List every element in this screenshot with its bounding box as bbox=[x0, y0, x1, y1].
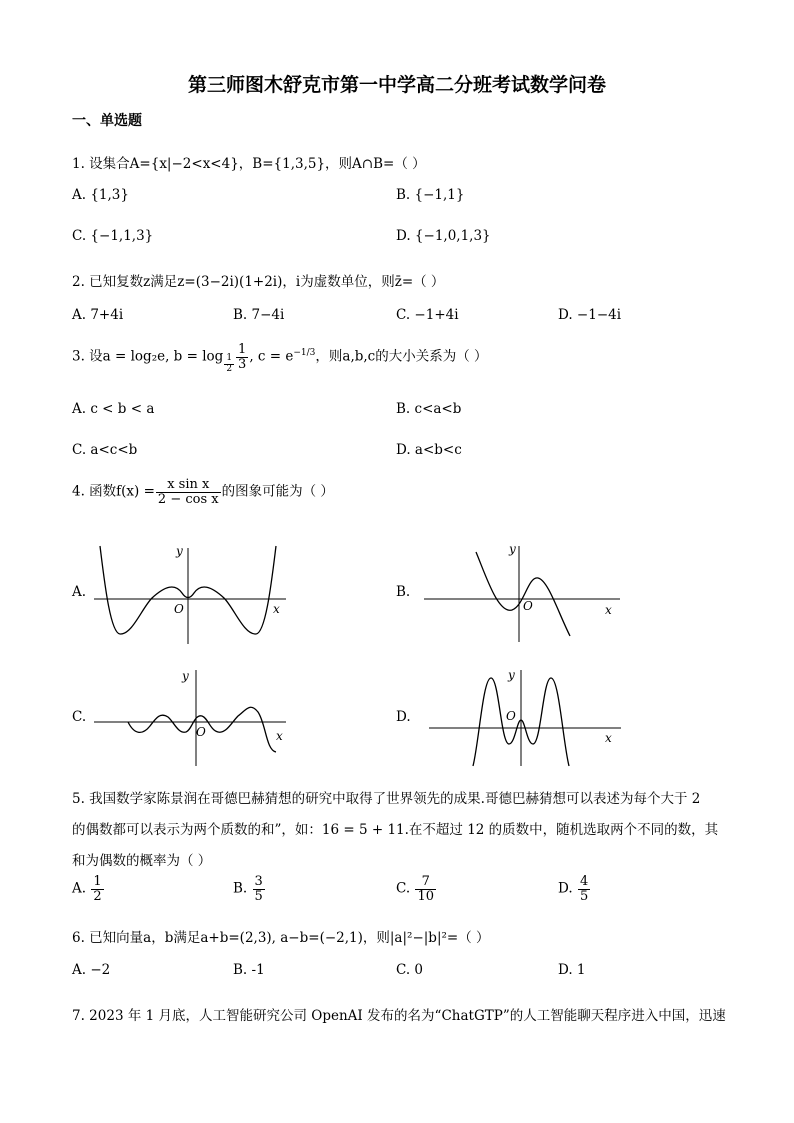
question-3-option-a: A. c < b < a bbox=[72, 401, 155, 417]
question-4-prefix: 4. 函数f(x) = bbox=[72, 483, 155, 500]
log-base-fraction: $\frac{1}{2}$ bbox=[226, 353, 233, 374]
question-5-line-1: 5. 我国数学家陈景润在哥德巴赫猜想的研究中取得了世界领先的成果.哥德巴赫猜想可以表述为每个大于 2 bbox=[72, 791, 701, 807]
question-6-option-c: C. 0 bbox=[396, 962, 424, 978]
x-axis-label: x bbox=[605, 603, 612, 617]
question-3-prefix: 3. 设a = log₂e, b = log bbox=[72, 348, 224, 365]
question-4-suffix: 的图象可能为（ ） bbox=[221, 483, 334, 500]
graph-a-label: A. bbox=[72, 584, 87, 600]
page-title: 第三师图木舒克市第一中学高二分班考试数学问卷 bbox=[187, 74, 606, 96]
question-5-line-3: 和为偶数的概率为（ ） bbox=[72, 853, 212, 869]
y-axis-label: y bbox=[508, 668, 515, 682]
question-5-option-d: D. $\frac{4}{5}$ bbox=[558, 874, 589, 904]
graph-a bbox=[90, 538, 290, 648]
question-3-option-c: C. a<c<b bbox=[72, 442, 138, 458]
origin-label: O bbox=[196, 725, 206, 739]
y-axis-label: y bbox=[509, 542, 516, 556]
graph-c-label: C. bbox=[72, 709, 87, 725]
question-2-stem: 2. 已知复数z满足z=(3−2i)(1+2i)，i为虚数单位，则z̄=（ ） bbox=[72, 274, 445, 290]
question-7-line-1: 7. 2023 年 1 月底，人工智能研究公司 OpenAI 发布的名为“ChatGTP”的人工智能聊天程序进入中国，迅速 bbox=[72, 1008, 726, 1024]
origin-label: O bbox=[174, 602, 184, 616]
x-axis-label: x bbox=[273, 602, 280, 616]
question-1-stem: 1. 设集合A={x|−2<x<4}，B={1,3,5}，则A∩B=（ ） bbox=[72, 156, 426, 172]
origin-label: O bbox=[506, 709, 516, 723]
graph-b bbox=[420, 538, 625, 648]
function-fraction: $\frac{\text{x sin x}}{\text{2 − cos x}}$ bbox=[157, 477, 219, 507]
question-3-suffix: ，则a,b,c的大小关系为（ ） bbox=[315, 348, 488, 365]
question-2-option-a: A. 7+4i bbox=[72, 307, 124, 323]
question-5-option-c: C. $\frac{7}{10}$ bbox=[396, 874, 434, 904]
origin-label: O bbox=[523, 599, 533, 613]
question-3-mid: , c = e bbox=[249, 348, 294, 365]
x-axis-label: x bbox=[276, 729, 283, 743]
question-1-option-b: B. {−1,1} bbox=[396, 187, 465, 203]
one-third-fraction: $\frac{1}{3}$ bbox=[238, 342, 247, 372]
y-axis-label: y bbox=[176, 544, 183, 558]
exponent: −1/3 bbox=[293, 348, 316, 359]
question-1-option-d: D. {−1,0,1,3} bbox=[396, 228, 491, 244]
y-axis-label: y bbox=[182, 669, 189, 683]
graph-c bbox=[90, 662, 290, 772]
question-6-option-b: B. -1 bbox=[233, 962, 265, 978]
question-1-option-a: A. {1,3} bbox=[72, 187, 129, 203]
question-6-stem: 6. 已知向量a，b满足a+b=(2,3), a−b=(−2,1)，则|a|²−|b|²=（ ） bbox=[72, 930, 490, 946]
question-6-option-a: A. −2 bbox=[72, 962, 111, 978]
question-5-line-2: 的偶数都可以表示为两个质数的和”，如：16 = 5 + 11.在不超过 12 的质数中，随机选取两个不同的数，其 bbox=[72, 822, 719, 838]
question-3-stem bbox=[72, 343, 488, 374]
question-2-option-b: B. 7−4i bbox=[233, 307, 285, 323]
section-heading: 一、单选题 bbox=[72, 113, 142, 129]
question-3-option-b: B. c<a<b bbox=[396, 401, 462, 417]
question-6-option-d: D. 1 bbox=[558, 962, 586, 978]
graph-d-label: D. bbox=[396, 709, 411, 725]
graph-d bbox=[425, 662, 625, 772]
question-2-option-c: C. −1+4i bbox=[396, 307, 459, 323]
question-5-option-a: A. $\frac{1}{2}$ bbox=[72, 874, 102, 904]
question-1-option-c: C. {−1,1,3} bbox=[72, 228, 154, 244]
question-3-option-d: D. a<b<c bbox=[396, 442, 462, 458]
question-5-option-b: B. $\frac{3}{5}$ bbox=[233, 874, 263, 904]
x-axis-label: x bbox=[605, 731, 612, 745]
curve bbox=[476, 552, 570, 636]
graph-b-label: B. bbox=[396, 584, 411, 600]
question-2-option-d: D. −1−4i bbox=[558, 307, 622, 323]
question-4-stem bbox=[72, 478, 334, 506]
